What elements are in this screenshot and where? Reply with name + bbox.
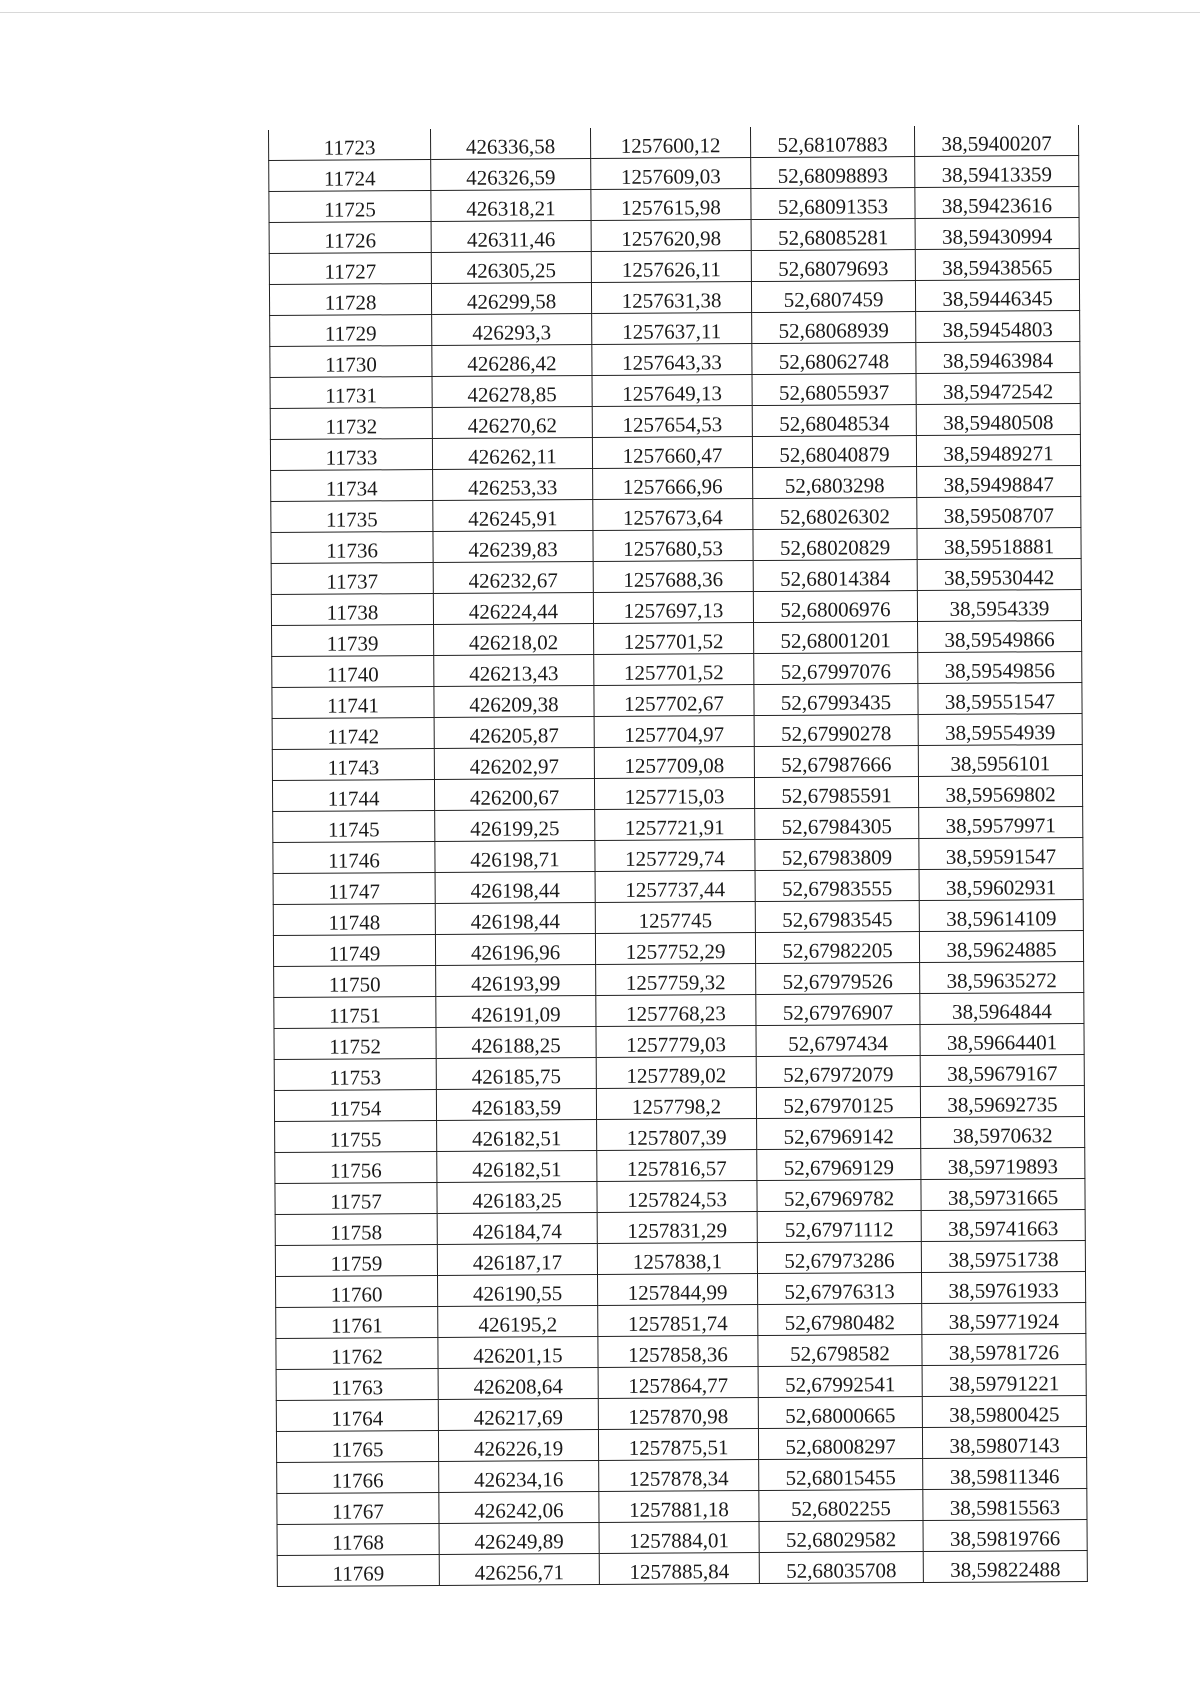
table-row: [272, 621, 1082, 657]
y-coordinate-cell: 1257737,44: [595, 871, 755, 903]
point-number-cell: 11758: [275, 1213, 437, 1245]
table-row: [273, 807, 1083, 843]
point-number-cell: 11726: [269, 222, 431, 254]
latitude-cell: 52,67976313: [757, 1273, 921, 1305]
longitude-cell: 38,59498847: [917, 466, 1081, 498]
latitude-cell: 52,6803298: [753, 467, 917, 499]
y-coordinate-cell: 1257680,53: [593, 530, 753, 562]
point-number-cell: 11764: [276, 1399, 438, 1431]
table-row: [270, 311, 1080, 347]
longitude-cell: 38,59635272: [920, 962, 1084, 994]
y-coordinate-cell: 1257609,03: [591, 158, 751, 190]
y-coordinate-cell: 1257626,11: [591, 251, 751, 283]
y-coordinate-cell: 1257844,99: [597, 1274, 757, 1306]
longitude-cell: 38,59815563: [923, 1489, 1087, 1521]
x-coordinate-cell: 426249,89: [439, 1523, 599, 1555]
point-number-cell: 11725: [269, 191, 431, 223]
latitude-cell: 52,67985591: [754, 777, 918, 809]
scan-edge-line: [0, 12, 1200, 13]
x-coordinate-cell: 426253,33: [433, 469, 593, 501]
table-row: [276, 1427, 1086, 1463]
x-coordinate-cell: 426201,15: [438, 1337, 598, 1369]
longitude-cell: 38,59438565: [915, 249, 1079, 281]
longitude-cell: 38,59400207: [914, 125, 1078, 157]
longitude-cell: 38,59454803: [916, 311, 1080, 343]
longitude-cell: 38,59602931: [919, 869, 1083, 901]
y-coordinate-cell: 1257745: [595, 902, 755, 934]
y-coordinate-cell: 1257688,36: [593, 561, 753, 593]
y-coordinate-cell: 1257870,98: [598, 1398, 758, 1430]
point-number-cell: 11740: [272, 655, 434, 687]
latitude-cell: 52,67987666: [754, 746, 918, 778]
y-coordinate-cell: 1257884,01: [599, 1522, 759, 1554]
point-number-cell: 11745: [273, 810, 435, 842]
longitude-cell: 38,59751738: [921, 1241, 1085, 1273]
x-coordinate-cell: 426182,51: [437, 1120, 597, 1152]
table-row: [274, 962, 1084, 998]
latitude-cell: 52,68040879: [752, 436, 916, 468]
longitude-cell: 38,59624885: [919, 931, 1083, 963]
y-coordinate-cell: 1257798,2: [596, 1088, 756, 1120]
longitude-cell: 38,59679167: [920, 1055, 1084, 1087]
y-coordinate-cell: 1257807,39: [597, 1119, 757, 1151]
x-coordinate-cell: 426234,16: [439, 1461, 599, 1493]
latitude-cell: 52,6802255: [759, 1490, 923, 1522]
table-row: [275, 1210, 1085, 1246]
y-coordinate-cell: 1257666,96: [593, 468, 753, 500]
latitude-cell: 52,67984305: [755, 808, 919, 840]
y-coordinate-cell: 1257768,23: [596, 995, 756, 1027]
longitude-cell: 38,59413359: [915, 156, 1079, 188]
table-row: [269, 187, 1079, 223]
table-row: [271, 466, 1081, 502]
table-row: [277, 1489, 1087, 1525]
point-number-cell: 11763: [276, 1368, 438, 1400]
y-coordinate-cell: 1257637,11: [592, 313, 752, 345]
x-coordinate-cell: 426188,25: [436, 1027, 596, 1059]
table-row: [270, 342, 1080, 378]
x-coordinate-cell: 426262,11: [432, 438, 592, 470]
table-row: [275, 1241, 1085, 1277]
x-coordinate-cell: 426202,97: [434, 748, 594, 780]
latitude-cell: 52,67982205: [755, 932, 919, 964]
table-row: [271, 590, 1081, 626]
x-coordinate-cell: 426187,17: [437, 1244, 597, 1276]
point-number-cell: 11762: [276, 1337, 438, 1369]
table-row: [273, 900, 1083, 936]
point-number-cell: 11738: [271, 593, 433, 625]
latitude-cell: 52,67990278: [754, 715, 918, 747]
x-coordinate-cell: 426193,99: [436, 965, 596, 997]
point-number-cell: 11732: [270, 408, 432, 440]
longitude-cell: 38,59781726: [922, 1334, 1086, 1366]
table-row: [272, 714, 1082, 750]
y-coordinate-cell: 1257660,47: [592, 437, 752, 469]
latitude-cell: 52,68107883: [750, 126, 914, 158]
longitude-cell: 38,59480508: [916, 404, 1080, 436]
point-number-cell: 11769: [277, 1554, 439, 1586]
longitude-cell: 38,59664401: [920, 1024, 1084, 1056]
y-coordinate-cell: 1257752,29: [595, 933, 755, 965]
longitude-cell: 38,59614109: [919, 900, 1083, 932]
latitude-cell: 52,68085281: [751, 219, 915, 251]
point-number-cell: 11751: [274, 996, 436, 1028]
coordinates-table: [268, 125, 1088, 1587]
latitude-cell: 52,67973286: [757, 1242, 921, 1274]
y-coordinate-cell: 1257729,74: [595, 840, 755, 872]
longitude-cell: 38,59822488: [923, 1551, 1087, 1583]
x-coordinate-cell: 426200,67: [434, 779, 594, 811]
longitude-cell: 38,59446345: [915, 280, 1079, 312]
y-coordinate-cell: 1257701,52: [594, 654, 754, 686]
x-coordinate-cell: 426256,71: [439, 1554, 599, 1586]
latitude-cell: 52,68008297: [758, 1428, 922, 1460]
x-coordinate-cell: 426182,51: [437, 1151, 597, 1183]
table-row: [276, 1303, 1086, 1339]
x-coordinate-cell: 426318,21: [431, 190, 591, 222]
table-row: [275, 1148, 1085, 1184]
y-coordinate-cell: 1257851,74: [598, 1305, 758, 1337]
table-row: [277, 1458, 1087, 1494]
y-coordinate-cell: 1257697,13: [593, 592, 753, 624]
point-number-cell: 11723: [269, 129, 431, 160]
document-page: [268, 125, 1087, 1587]
table-row: [274, 1086, 1084, 1122]
point-number-cell: 11731: [270, 377, 432, 409]
x-coordinate-cell: 426183,25: [437, 1182, 597, 1214]
table-row: [277, 1551, 1087, 1587]
latitude-cell: 52,68000665: [758, 1397, 922, 1429]
y-coordinate-cell: 1257600,12: [590, 127, 750, 158]
x-coordinate-cell: 426205,87: [434, 717, 594, 749]
longitude-cell: 38,59530442: [917, 559, 1081, 591]
latitude-cell: 52,67969142: [757, 1118, 921, 1150]
point-number-cell: 11757: [275, 1182, 437, 1214]
table-row: [272, 745, 1082, 781]
point-number-cell: 11754: [274, 1089, 436, 1121]
table-row: [275, 1179, 1085, 1215]
longitude-cell: 38,59819766: [923, 1520, 1087, 1552]
x-coordinate-cell: 426299,58: [431, 283, 591, 315]
latitude-cell: 52,67979526: [756, 963, 920, 995]
x-coordinate-cell: 426242,06: [439, 1492, 599, 1524]
table-row: [270, 435, 1080, 471]
x-coordinate-cell: 426226,19: [438, 1430, 598, 1462]
point-number-cell: 11729: [270, 315, 432, 347]
x-coordinate-cell: 426184,74: [437, 1213, 597, 1245]
table-row: [277, 1520, 1087, 1556]
longitude-cell: 38,59791221: [922, 1365, 1086, 1397]
table-row: [276, 1365, 1086, 1401]
table-row: [276, 1272, 1086, 1308]
latitude-cell: 52,68035708: [759, 1552, 923, 1584]
x-coordinate-cell: 426293,3: [432, 314, 592, 346]
point-number-cell: 11733: [270, 439, 432, 471]
longitude-cell: 38,59508707: [917, 497, 1081, 529]
y-coordinate-cell: 1257702,67: [594, 685, 754, 717]
x-coordinate-cell: 426198,44: [435, 872, 595, 904]
y-coordinate-cell: 1257704,97: [594, 716, 754, 748]
latitude-cell: 52,68055937: [752, 374, 916, 406]
point-number-cell: 11759: [275, 1244, 437, 1276]
table-row: [272, 652, 1082, 688]
x-coordinate-cell: 426326,59: [431, 159, 591, 191]
x-coordinate-cell: 426311,46: [431, 221, 591, 253]
latitude-cell: 52,67969129: [757, 1149, 921, 1181]
point-number-cell: 11742: [272, 717, 434, 749]
latitude-cell: 52,6797434: [756, 1025, 920, 1057]
longitude-cell: 38,59423616: [915, 187, 1079, 219]
longitude-cell: 38,5964844: [920, 993, 1084, 1025]
longitude-cell: 38,59800425: [922, 1396, 1086, 1428]
latitude-cell: 52,67969782: [757, 1180, 921, 1212]
latitude-cell: 52,67976907: [756, 994, 920, 1026]
y-coordinate-cell: 1257831,29: [597, 1212, 757, 1244]
x-coordinate-cell: 426305,25: [431, 252, 591, 284]
point-number-cell: 11753: [274, 1058, 436, 1090]
y-coordinate-cell: 1257759,32: [596, 964, 756, 996]
point-number-cell: 11741: [272, 686, 434, 718]
table-row: [273, 931, 1083, 967]
table-row: [270, 373, 1080, 409]
point-number-cell: 11727: [269, 253, 431, 285]
table-row: [269, 249, 1079, 285]
longitude-cell: 38,59549856: [918, 652, 1082, 684]
latitude-cell: 52,68062748: [752, 343, 916, 375]
y-coordinate-cell: 1257654,53: [592, 406, 752, 438]
x-coordinate-cell: 426232,67: [433, 562, 593, 594]
table-row: [273, 838, 1083, 874]
latitude-cell: 52,68014384: [753, 560, 917, 592]
latitude-cell: 52,6798582: [758, 1335, 922, 1367]
x-coordinate-cell: 426245,91: [433, 500, 593, 532]
point-number-cell: 11739: [272, 624, 434, 656]
latitude-cell: 52,6807459: [751, 281, 915, 313]
x-coordinate-cell: 426278,85: [432, 376, 592, 408]
latitude-cell: 52,68020829: [753, 529, 917, 561]
table-row: [269, 218, 1079, 254]
y-coordinate-cell: 1257881,18: [599, 1491, 759, 1523]
x-coordinate-cell: 426191,09: [436, 996, 596, 1028]
point-number-cell: 11730: [270, 346, 432, 378]
longitude-cell: 38,59463984: [916, 342, 1080, 374]
point-number-cell: 11736: [271, 531, 433, 563]
x-coordinate-cell: 426209,38: [434, 686, 594, 718]
table-row: [270, 404, 1080, 440]
longitude-cell: 38,59761933: [921, 1272, 1085, 1304]
longitude-cell: 38,59591547: [919, 838, 1083, 870]
y-coordinate-cell: 1257878,34: [599, 1460, 759, 1492]
x-coordinate-cell: 426190,55: [438, 1275, 598, 1307]
point-number-cell: 11756: [275, 1151, 437, 1183]
point-number-cell: 11760: [276, 1275, 438, 1307]
x-coordinate-cell: 426217,69: [438, 1399, 598, 1431]
latitude-cell: 52,67970125: [756, 1087, 920, 1119]
point-number-cell: 11724: [269, 160, 431, 192]
table-row: [274, 1024, 1084, 1060]
longitude-cell: 38,5970632: [921, 1117, 1085, 1149]
y-coordinate-cell: 1257864,77: [598, 1367, 758, 1399]
longitude-cell: 38,59430994: [915, 218, 1079, 250]
point-number-cell: 11743: [272, 748, 434, 780]
point-number-cell: 11755: [275, 1120, 437, 1152]
longitude-cell: 38,59692735: [920, 1086, 1084, 1118]
latitude-cell: 52,67992541: [758, 1366, 922, 1398]
table-row: [271, 528, 1081, 564]
table-row: [274, 993, 1084, 1029]
latitude-cell: 52,67983809: [755, 839, 919, 871]
latitude-cell: 52,67972079: [756, 1056, 920, 1088]
coordinates-table-body: [269, 125, 1088, 1586]
point-number-cell: 11767: [277, 1492, 439, 1524]
latitude-cell: 52,67983555: [755, 870, 919, 902]
latitude-cell: 52,68006976: [753, 591, 917, 623]
latitude-cell: 52,68026302: [753, 498, 917, 530]
latitude-cell: 52,67971112: [757, 1211, 921, 1243]
y-coordinate-cell: 1257721,91: [595, 809, 755, 841]
point-number-cell: 11748: [273, 903, 435, 935]
point-number-cell: 11734: [271, 470, 433, 502]
x-coordinate-cell: 426195,2: [438, 1306, 598, 1338]
x-coordinate-cell: 426218,02: [434, 624, 594, 656]
x-coordinate-cell: 426224,44: [433, 593, 593, 625]
longitude-cell: 38,59551547: [918, 683, 1082, 715]
longitude-cell: 38,59741663: [921, 1210, 1085, 1242]
longitude-cell: 38,59771924: [922, 1303, 1086, 1335]
point-number-cell: 11747: [273, 872, 435, 904]
longitude-cell: 38,59489271: [916, 435, 1080, 467]
y-coordinate-cell: 1257715,03: [594, 778, 754, 810]
x-coordinate-cell: 426239,83: [433, 531, 593, 563]
point-number-cell: 11752: [274, 1027, 436, 1059]
table-row: [276, 1396, 1086, 1432]
table-row: [271, 559, 1081, 595]
y-coordinate-cell: 1257838,1: [597, 1243, 757, 1275]
y-coordinate-cell: 1257875,51: [598, 1429, 758, 1461]
point-number-cell: 11750: [274, 965, 436, 997]
x-coordinate-cell: 426196,96: [435, 934, 595, 966]
latitude-cell: 52,68015455: [759, 1459, 923, 1491]
latitude-cell: 52,67993435: [754, 684, 918, 716]
point-number-cell: 11746: [273, 841, 435, 873]
table-row: [269, 280, 1079, 316]
x-coordinate-cell: 426286,42: [432, 345, 592, 377]
x-coordinate-cell: 426183,59: [436, 1089, 596, 1121]
table-row: [272, 776, 1082, 812]
longitude-cell: 38,5954339: [917, 590, 1081, 622]
longitude-cell: 38,59811346: [923, 1458, 1087, 1490]
y-coordinate-cell: 1257824,53: [597, 1181, 757, 1213]
latitude-cell: 52,68029582: [759, 1521, 923, 1553]
latitude-cell: 52,67980482: [758, 1304, 922, 1336]
latitude-cell: 52,68079693: [751, 250, 915, 282]
x-coordinate-cell: 426208,64: [438, 1368, 598, 1400]
latitude-cell: 52,68068939: [752, 312, 916, 344]
table-row: [275, 1117, 1085, 1153]
point-number-cell: 11737: [271, 562, 433, 594]
latitude-cell: 52,67997076: [754, 653, 918, 685]
point-number-cell: 11766: [277, 1461, 439, 1493]
longitude-cell: 38,59719893: [921, 1148, 1085, 1180]
latitude-cell: 52,68001201: [754, 622, 918, 654]
longitude-cell: 38,59554939: [918, 714, 1082, 746]
longitude-cell: 38,59807143: [922, 1427, 1086, 1459]
y-coordinate-cell: 1257649,13: [592, 375, 752, 407]
y-coordinate-cell: 1257673,64: [593, 499, 753, 531]
x-coordinate-cell: 426198,71: [435, 841, 595, 873]
x-coordinate-cell: 426198,44: [435, 903, 595, 935]
point-number-cell: 11765: [276, 1430, 438, 1462]
table-row: [274, 1055, 1084, 1091]
table-row: [273, 869, 1083, 905]
longitude-cell: 38,59569802: [918, 776, 1082, 808]
longitude-cell: 38,59731665: [921, 1179, 1085, 1211]
y-coordinate-cell: 1257701,52: [594, 623, 754, 655]
point-number-cell: 11768: [277, 1523, 439, 1555]
y-coordinate-cell: 1257858,36: [598, 1336, 758, 1368]
table-row: [269, 156, 1079, 192]
y-coordinate-cell: 1257779,03: [596, 1026, 756, 1058]
table-row: [269, 125, 1079, 160]
longitude-cell: 38,59518881: [917, 528, 1081, 560]
y-coordinate-cell: 1257709,08: [594, 747, 754, 779]
table-row: [272, 683, 1082, 719]
latitude-cell: 52,68048534: [752, 405, 916, 437]
latitude-cell: 52,67983545: [755, 901, 919, 933]
x-coordinate-cell: 426213,43: [434, 655, 594, 687]
y-coordinate-cell: 1257789,02: [596, 1057, 756, 1089]
point-number-cell: 11761: [276, 1306, 438, 1338]
point-number-cell: 11744: [272, 779, 434, 811]
x-coordinate-cell: 426270,62: [432, 407, 592, 439]
y-coordinate-cell: 1257620,98: [591, 220, 751, 252]
latitude-cell: 52,68091353: [751, 188, 915, 220]
y-coordinate-cell: 1257631,38: [591, 282, 751, 314]
x-coordinate-cell: 426185,75: [436, 1058, 596, 1090]
longitude-cell: 38,59549866: [918, 621, 1082, 653]
table-row: [276, 1334, 1086, 1370]
latitude-cell: 52,68098893: [751, 157, 915, 189]
y-coordinate-cell: 1257885,84: [599, 1553, 759, 1585]
point-number-cell: 11728: [269, 284, 431, 316]
longitude-cell: 38,59579971: [919, 807, 1083, 839]
longitude-cell: 38,5956101: [918, 745, 1082, 777]
table-row: [271, 497, 1081, 533]
x-coordinate-cell: 426199,25: [435, 810, 595, 842]
longitude-cell: 38,59472542: [916, 373, 1080, 405]
y-coordinate-cell: 1257816,57: [597, 1150, 757, 1182]
x-coordinate-cell: 426336,58: [430, 128, 590, 159]
y-coordinate-cell: 1257615,98: [591, 189, 751, 221]
y-coordinate-cell: 1257643,33: [592, 344, 752, 376]
point-number-cell: 11735: [271, 501, 433, 533]
point-number-cell: 11749: [273, 934, 435, 966]
